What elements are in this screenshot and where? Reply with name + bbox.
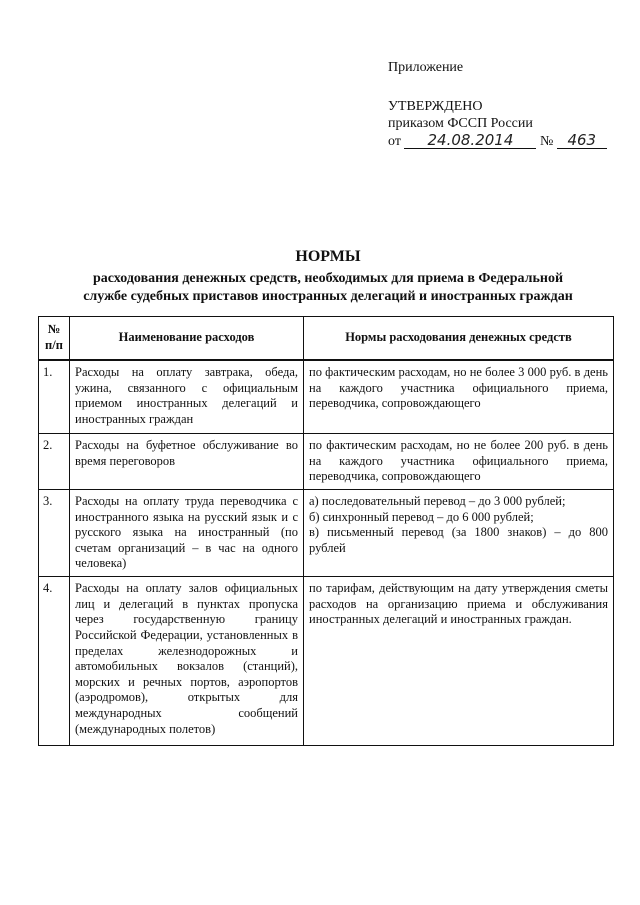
table-row: [39, 360, 614, 434]
annex-label: Приложение: [388, 60, 464, 75]
subtitle-line-2: службе судебных приставов иностранных делегаций и иностранных граждан: [83, 289, 573, 305]
document-subtitle: [38, 270, 618, 306]
row-number: 4.: [39, 577, 70, 746]
number-prefix: №: [539, 134, 554, 150]
expense-norm: по тарифам, действующим на дату утверждения сметы расходов на организацию приема и обслуживания иностранных делегаций и иностранных граждан.: [304, 577, 614, 746]
table-header-row: [39, 317, 614, 361]
norms-table: [38, 316, 614, 746]
handwritten-date: 24.08.2014: [404, 132, 536, 149]
approval-stamp: [388, 60, 618, 151]
expense-name: Расходы на оплату залов официальных лиц и делегаций в пунктах пропуска через государственную границу Российской Федерации, установленных в пределах железнодорожных и автомобильных вокзалов (станций), морских и речных портов, аэропортов (аэродромов), открытых для международных сообщений (международных полетов): [70, 577, 304, 746]
header-number: № п/п: [39, 317, 70, 361]
row-number: 3.: [39, 489, 70, 576]
row-number: 1.: [39, 360, 70, 434]
table-row: [39, 577, 614, 746]
date-number-line: [388, 132, 618, 151]
row-number: 2.: [39, 434, 70, 490]
norm-item-c: в) письменный перевод (за 1800 знаков) – до 800 рублей: [309, 525, 608, 555]
document-title: НОРМЫ: [295, 248, 361, 265]
subtitle-line-1: расходования денежных средств, необходимых для приема в Федеральной: [92, 271, 564, 286]
norm-item-a: а) последовательный перевод – до 3 000 рублей;: [309, 493, 566, 508]
approved-label: УТВЕРЖДЕНО: [388, 98, 483, 114]
order-of-label: приказом ФССП России: [388, 115, 533, 131]
document-heading: [38, 248, 618, 306]
norm-item-b: б) синхронный перевод – до 6 000 рублей;: [309, 509, 534, 524]
expense-norm: по фактическим расходам, но не более 200 руб. в день на каждого участника официального приема, переводчика, сопровождающего: [304, 434, 614, 490]
expense-name: Расходы на буфетное обслуживание во время переговоров: [70, 434, 304, 490]
expense-name: Расходы на оплату завтрака, обеда, ужина, связанного с официальным приемом иностранных делегаций и иностранных граждан: [70, 360, 304, 434]
expense-name: Расходы на оплату труда переводчика с иностранного языка на русский язык и с русского языка на иностранный (по счетам организаций – в час на одного человека): [70, 489, 304, 576]
expense-norm: [304, 489, 614, 576]
table-row: [39, 434, 614, 490]
date-prefix: от: [388, 134, 401, 150]
header-norms: Нормы расходования денежных средств: [304, 317, 614, 361]
table-row: [39, 489, 614, 576]
header-expense-name: Наименование расходов: [70, 317, 304, 361]
handwritten-number: 463: [557, 132, 607, 149]
expense-norm: по фактическим расходам, но не более 3 000 руб. в день на каждого участника официального приема, переводчика, сопровождающего: [304, 360, 614, 434]
